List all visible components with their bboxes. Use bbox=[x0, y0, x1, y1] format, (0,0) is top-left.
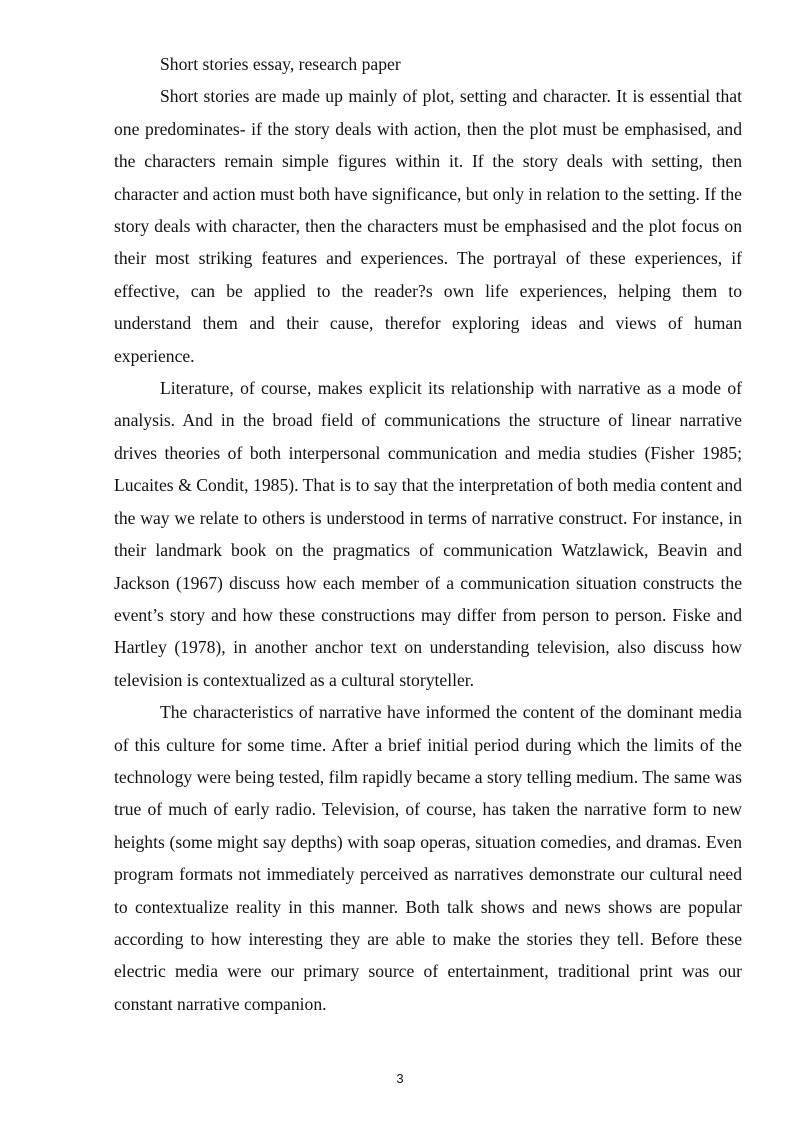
document-title: Short stories essay, research paper bbox=[160, 54, 401, 74]
paragraph-narrative-media: The characteristics of narrative have informed the content of the dominant media of this culture for some time. After a brief initial period during which the limits of the technology were being tested, film rapidly became a story telling medium. The same was true of much of early radio. Television, of course, has taken the narrative form to new heights (some might say depths) with soap operas, situation comedies, and dramas. Even program formats not immediately perceived as narratives demonstrate our cultural need to contextualize reality in this manner. Both talk shows and news shows are popular according to how interesting they are able to make the stories they tell. Before these electric media were our primary source of entertainment, traditional print was our constant narrative companion. bbox=[114, 702, 742, 1014]
paragraph-plot-setting-character: Short stories are made up mainly of plot, setting and character. It is essential that one predominates- if the story deals with action, then the plot must be emphasised, and the characters remain simple figures within it. If the story deals with setting, then character and action must both have significance, but only in relation to the setting. If the story deals with character, then the characters must be emphasised and the plot focus on their most striking features and experiences. The portrayal of these experiences, if effective, can be applied to the reader?s own life experiences, helping them to understand them and their cause, therefor exploring ideas and views of human experience. bbox=[114, 86, 742, 366]
page-number: 3 bbox=[396, 1071, 404, 1086]
paragraph-literature-narrative: Literature, of course, makes explicit its relationship with narrative as a mode of analysis. And in the broad field of communications the structure of linear narrative drives theories of both interpersonal communication and media studies (Fisher 1985; Lucaites & Condit, 1985). That is to say that the interpretation of both media content and the way we relate to others is understood in terms of narrative construct. For instance, in their landmark book on the pragmatics of communication Watzlawick, Beavin and Jackson (1967) discuss how each member of a communication situation constructs the event’s story and how these constructions may differ from person to person. Fiske and Hartley (1978), in another anchor text on understanding television, also discuss how television is contextualized as a cultural storyteller. bbox=[114, 378, 742, 690]
document-body bbox=[114, 48, 742, 1020]
